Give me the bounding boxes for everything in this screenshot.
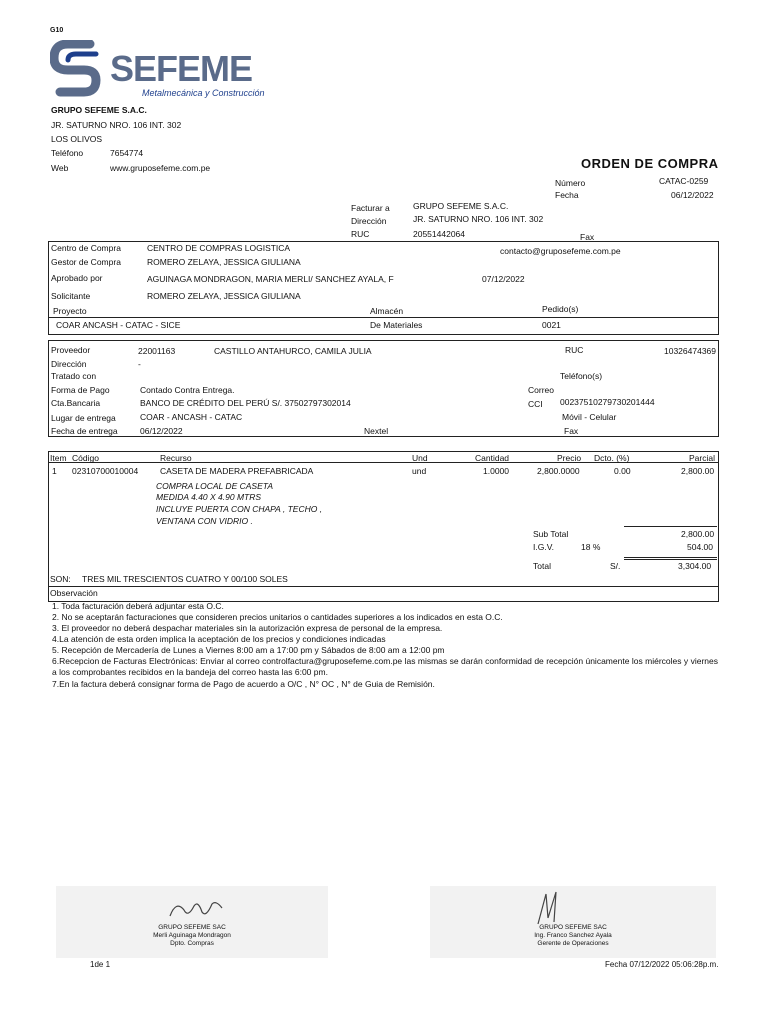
supplier-ruc-label: RUC [565, 345, 584, 355]
phone-label: Teléfono [51, 148, 84, 158]
bank-account: BANCO DE CRÉDITO DEL PERÚ S/. 37502797302014 [140, 398, 351, 408]
signature-company: GRUPO SEFEME SAC [539, 924, 607, 931]
igv-value: 504.00 [687, 542, 713, 552]
bill-address: JR. SATURNO NRO. 106 INT. 302 [413, 214, 544, 224]
signature-role: Gerente de Operaciones [537, 940, 609, 947]
brand-name: SEFEME [110, 48, 253, 89]
bill-address-label: Dirección [351, 216, 387, 226]
condition-item: 7.En la factura deberá consignar forma de Pago de acuerdo a O/C , N° OC , N° de Guia de Remisión. [52, 679, 435, 689]
supplier-address: - [138, 359, 141, 369]
condition-item: 6.Recepcion de Facturas Electrónicas: Enviar al correo controlfactura@gruposefeme.com.pe las mismas se darán conformidad de recepción únicamente los miércoles y viernes a los comprobantes recibidos en la bandeja del correo hasta las 6:00 pm. [52, 656, 718, 677]
requester: ROMERO ZELAYA, JESSICA GIULIANA [147, 291, 301, 301]
company-name: GRUPO SEFEME S.A.C. [51, 105, 147, 115]
purchase-center-label: Centro de Compra [51, 243, 121, 253]
supplier-ruc: 10326474369 [664, 346, 717, 356]
bank-label: Cta.Bancaria [51, 398, 101, 408]
project-label: Proyecto [53, 306, 87, 316]
number-label: Número [555, 178, 586, 188]
igv-rate: 18 % [581, 542, 601, 552]
company-address: JR. SATURNO NRO. 106 INT. 302 [51, 120, 182, 130]
th-partial: Parcial [689, 453, 715, 463]
cci-label: CCI [528, 399, 543, 409]
supplier-code: 22001163 [138, 346, 176, 356]
row-item: 1 [52, 466, 57, 476]
handwritten-signature-icon [166, 896, 226, 924]
orders: 0021 [542, 320, 561, 330]
supplier-email-label: Correo [528, 385, 554, 395]
total-value: 3,304.00 [678, 561, 712, 571]
form-code: G10 [50, 27, 64, 34]
condition-item: 5. Recepción de Mercadería de Lunes a Viernes 8:00 am a 17:00 pm y Sábados de 8:00 am a 12:00 pm [52, 645, 445, 655]
order-date: 06/12/2022 [671, 190, 714, 200]
total-label: Total [533, 561, 551, 571]
item-description-line: VENTANA CON VIDRIO . [156, 516, 253, 526]
contact-email: contacto@gruposefeme.com.pe [500, 246, 621, 256]
orders-label: Pedido(s) [542, 304, 579, 314]
signature-name: Ing. Franco Sanchez Ayala [534, 932, 612, 939]
bill-to: GRUPO SEFEME S.A.C. [413, 201, 509, 211]
igv-label: I.G.V. [533, 542, 554, 552]
th-discount: Dcto. (%) [594, 453, 630, 463]
page-title: ORDEN DE COMPRA [581, 156, 719, 171]
delivery-place: COAR - ANCASH - CATAC [140, 412, 243, 422]
sefeme-logo-icon [50, 40, 106, 102]
amount-words-label: SON: [50, 574, 71, 584]
delivery-place-label: Lugar de entrega [51, 413, 116, 423]
row-partial: 2,800.00 [681, 466, 715, 476]
phones-label: Teléfono(s) [560, 371, 603, 381]
contact-label: Tratado con [51, 371, 97, 381]
condition-item: 3. El proveedor no deberá despachar materiales sin la autorización expresa de personal de la empresa. [52, 623, 443, 633]
row-qty: 1.0000 [483, 466, 509, 476]
mobile-label: Móvil - Celular [562, 412, 617, 422]
row-price: 2,800.0000 [537, 466, 580, 476]
subtotal-value: 2,800.00 [681, 529, 715, 539]
row-code: 02310700010004 [72, 466, 139, 476]
subtotal-label: Sub Total [533, 529, 569, 539]
bill-ruc-label: RUC [351, 229, 370, 239]
approved-by: AGUINAGA MONDRAGON, MARIA MERLI/ SANCHEZ AYALA, F [147, 274, 394, 284]
payment-label: Forma de Pago [51, 385, 110, 395]
warehouse-label: Almacén [370, 306, 404, 316]
bill-to-label: Facturar a [351, 203, 390, 213]
signature-role: Dpto. Compras [170, 940, 214, 947]
item-description-line: INCLUYE PUERTA CON CHAPA , TECHO , [156, 504, 323, 514]
total-currency: S/. [610, 561, 621, 571]
delivery-date: 06/12/2022 [140, 426, 183, 436]
manager: ROMERO ZELAYA, JESSICA GIULIANA [147, 257, 301, 267]
th-resource: Recurso [160, 453, 192, 463]
th-code: Código [72, 453, 99, 463]
item-description-line: MEDIDA 4.40 X 4.90 MTRS [156, 492, 262, 502]
condition-item: 4.La atención de esta orden implica la aceptación de los precios y condiciones indicadas [52, 634, 386, 644]
supplier-label: Proveedor [51, 345, 91, 355]
condition-item: 2. No se aceptarán facturaciones que consideren precios unitarios o cantidades superiores a los indicados en esta O.C. [52, 612, 503, 622]
supplier-address-label: Dirección [51, 359, 87, 369]
row-unit: und [412, 466, 427, 476]
page-number: 1de 1 [90, 960, 111, 969]
signature-block-purchasing [56, 886, 328, 958]
cci-number: 00237510279730201444 [560, 397, 655, 407]
company-web: www.gruposefeme.com.pe [110, 163, 211, 173]
th-unit: Und [412, 453, 428, 463]
observation-divider [48, 586, 719, 587]
brand-tagline: Metalmecánica y Construcción [142, 88, 265, 98]
project: COAR ANCASH - CATAC - SICE [56, 320, 181, 330]
th-qty: Cantidad [475, 453, 510, 463]
company-district: LOS OLIVOS [51, 134, 103, 144]
total-rule [624, 559, 717, 560]
supplier-name: CASTILLO ANTAHURCO, CAMILA JULIA [214, 346, 372, 356]
row-resource: CASETA DE MADERA PREFABRICADA [160, 466, 314, 476]
purchase-center: CENTRO DE COMPRAS LOGISTICA [147, 243, 291, 253]
manager-label: Gestor de Compra [51, 257, 121, 267]
bill-ruc: 20551442064 [413, 229, 466, 239]
warehouse: De Materiales [370, 320, 423, 330]
row-discount: 0.00 [614, 466, 631, 476]
payment-method: Contado Contra Entrega. [140, 385, 235, 395]
th-item: Item [50, 453, 67, 463]
company-phone: 7654774 [110, 148, 144, 158]
item-description-line: COMPRA LOCAL DE CASETA [156, 481, 273, 491]
signature-name: Merli Aguinaga Mondragon [153, 932, 231, 939]
condition-item: 1. Toda facturación deberá adjuntar esta O.C. [52, 601, 224, 611]
date-label: Fecha [555, 190, 579, 200]
supplier-fax-label: Fax [564, 426, 579, 436]
amount-in-words: TRES MIL TRESCIENTOS CUATRO Y 00/100 SOLES [82, 574, 288, 584]
subtotal-rule [624, 526, 717, 527]
signature-company: GRUPO SEFEME SAC [158, 924, 226, 931]
nextel-label: Nextel [364, 426, 389, 436]
approved-label: Aprobado por [51, 273, 103, 283]
th-price: Precio [557, 453, 582, 463]
total-rule [624, 557, 717, 558]
observation-label: Observación [50, 588, 98, 598]
bill-fax-label: Fax [580, 232, 595, 242]
requester-label: Solicitante [51, 291, 91, 301]
print-timestamp: Fecha 07/12/2022 05:06:28p.m. [605, 960, 719, 969]
signature-block-operations [430, 886, 716, 958]
divider [48, 317, 719, 318]
handwritten-signature-icon [530, 888, 570, 928]
approved-date: 07/12/2022 [482, 274, 525, 284]
delivery-date-label: Fecha de entrega [51, 426, 118, 436]
web-label: Web [51, 163, 69, 173]
order-number: CATAC-0259 [659, 176, 709, 186]
